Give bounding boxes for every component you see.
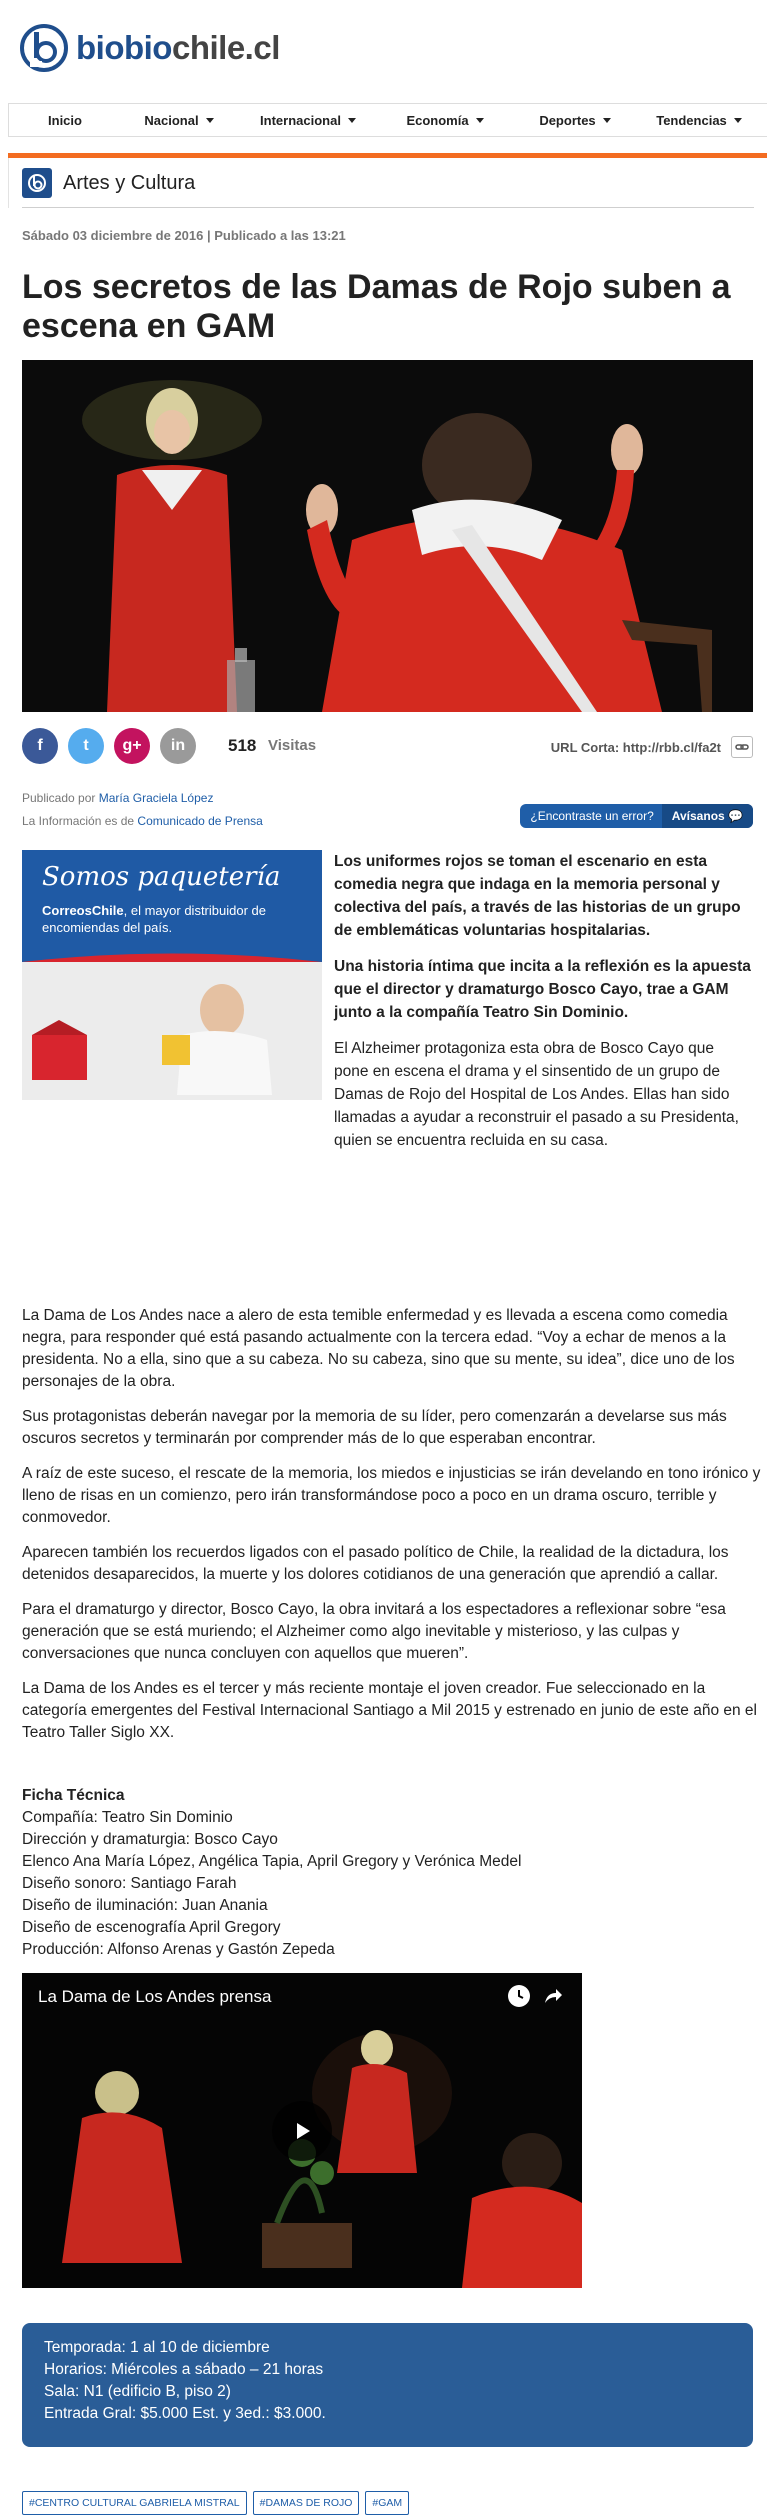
- body-paragraph: Para el dramaturgo y director, Bosco Cayo, la obra invitará a los espectadores a reflexionar sobre “esa generación que se está muriendo; el Alzheimer como algo inevitable y misterioso, y las culpas y conversaciones que nunca concluyen con aquellos que mueren”.: [22, 1601, 726, 1662]
- nav-item-tendencias[interactable]: Tendencias: [639, 104, 759, 136]
- hero-image: [22, 360, 753, 712]
- linkedin-share-button[interactable]: [160, 728, 196, 764]
- nav-item-economia[interactable]: Economía: [379, 104, 511, 136]
- main-nav: [8, 103, 767, 137]
- tag-link[interactable]: #CENTRO CULTURAL GABRIELA MISTRAL: [22, 2491, 247, 2515]
- lead-paragraph: El Alzheimer protagoniza esta obra de Bosco Cayo que pone en escena el drama y el sinsentido de un grupo de Damas de Rojo del Hospital de Los Andes. Ellas han sido llamadas a ayudar a reconstruir el pasado a su Presidenta, quien se encuentra recluida en su casa.: [334, 1040, 739, 1149]
- visits-count: 518: [228, 736, 257, 755]
- body-paragraph: La Dama de los Andes es el tercer y más reciente montaje el joven creador. Fue seleccionado en la categoría emergentes del Festival Internacional Santiago a Mil 2015 y estrenado en junio de este año en el Teatro Taller Siglo XX.: [22, 1680, 758, 1741]
- body-paragraph: Aparecen también los recuerdos ligados con el pasado político de Chile, la realidad de la dictadura, los detenidos desaparecidos, la muerte y los dolores cotidianos de una generación que aprendió a callar.: [22, 1544, 729, 1583]
- facebook-icon: f: [37, 737, 43, 754]
- advertisement[interactable]: [22, 850, 322, 1100]
- ad-headline: Somos paquetería: [42, 862, 281, 892]
- tag-link[interactable]: #GAM: [365, 2491, 409, 2515]
- article-content: [8, 158, 767, 2509]
- technical-sheet-line: Producción: Alfonso Arenas y Gastón Zepeda: [22, 1941, 335, 1958]
- report-error-button[interactable]: ¿Encontraste un error? Avísanos 💬: [520, 804, 753, 828]
- event-info-line: Horarios: Miércoles a sábado – 21 horas: [44, 2361, 324, 2378]
- event-info-line: Temporada: 1 al 10 de diciembre: [44, 2339, 270, 2356]
- googleplus-icon: g+: [122, 737, 142, 754]
- googleplus-share-button[interactable]: [114, 728, 150, 764]
- chat-bubble-icon: 💬: [728, 809, 743, 823]
- chevron-down-icon: [734, 118, 742, 123]
- technical-sheet-line: Dirección y dramaturgia: Bosco Cayo: [22, 1831, 278, 1848]
- site-logo-text: biobiochile.cl: [76, 29, 280, 66]
- chevron-down-icon: [603, 118, 611, 123]
- chevron-down-icon: [206, 118, 214, 123]
- nav-item-deportes[interactable]: Deportes: [511, 104, 639, 136]
- facebook-share-button[interactable]: [22, 728, 58, 764]
- event-info-line: Entrada Gral: $5.000 Est. y 3ed.: $3.000.: [44, 2405, 326, 2422]
- play-icon: [290, 2119, 314, 2143]
- short-url[interactable]: URL Corta: http://rbb.cl/fa2t: [550, 740, 721, 755]
- author-link[interactable]: María Graciela López: [98, 791, 214, 805]
- video-player[interactable]: [22, 1973, 582, 2288]
- nav-item-inicio[interactable]: Inicio: [48, 112, 82, 128]
- tag-link[interactable]: #DAMAS DE ROJO: [253, 2491, 360, 2515]
- lead-paragraph: Los uniformes rojos se toman el escenario en esta comedia negra que indaga en la memoria personal y colectiva del país, a través de las historias de un grupo de emblemáticas voluntarias hospitalarias.: [334, 853, 741, 939]
- twitter-share-button[interactable]: [68, 728, 104, 764]
- ad-text: CorreosChile, el mayor distribuidor de encomiendas del país.: [42, 903, 266, 935]
- technical-sheet-line: Diseño sonoro: Santiago Farah: [22, 1875, 237, 1892]
- source-link[interactable]: Comunicado de Prensa: [137, 814, 263, 828]
- chevron-down-icon: [348, 118, 356, 123]
- body-paragraph: La Dama de Los Andes nace a alero de esta temible enfermedad y es llevada a escena como comedia negra, para responder qué está pasando actualmente con la tercera edad. “Voy a echar de menos a la presidenta. No a ella, sino que a su cabeza. No su cabeza, sino que su mente, su idea”, dice uno de los personajes de la obra.: [22, 1307, 735, 1390]
- nav-item-nacional[interactable]: Nacional: [121, 104, 237, 136]
- technical-sheet-line: Diseño de iluminación: Juan Anania: [22, 1897, 268, 1914]
- article-title: Los secretos de las Damas de Rojo suben a escena en GAM: [22, 268, 731, 345]
- byline: Publicado por María Graciela López: [22, 791, 214, 805]
- body-paragraph: A raíz de este suceso, el rescate de la memoria, los miedos e injusticias se irán develando en tono irónico y lleno de risas en un comienzo, pero irán transformándose poco a poco en un drama oscuro, terrible y conmovedor.: [22, 1465, 761, 1526]
- publish-date: Sábado 03 diciembre de 2016 | Publicado a las 13:21: [22, 228, 346, 243]
- event-info-box: [22, 2323, 753, 2447]
- tag-list: [22, 2491, 409, 2515]
- linkedin-icon: in: [170, 737, 186, 754]
- site-header: [0, 0, 767, 100]
- share-arrow-icon[interactable]: [542, 1985, 564, 2012]
- chevron-down-icon: [476, 118, 484, 123]
- section-title[interactable]: Artes y Cultura: [63, 172, 196, 194]
- event-info-line: Sala: N1 (edificio B, piso 2): [44, 2383, 231, 2400]
- body-paragraph: Sus protagonistas deberán navegar por la memoria de su líder, pero comenzarán a develarse sus más oscuros secretos y terminarán por comprender más de lo que esperaban encontrar.: [22, 1408, 727, 1447]
- article-body: [22, 1305, 762, 1757]
- share-row: [22, 726, 753, 766]
- play-button[interactable]: [272, 2101, 332, 2161]
- nav-item-internacional[interactable]: Internacional: [237, 104, 379, 136]
- clock-icon[interactable]: [508, 1985, 530, 2007]
- technical-sheet-line: Compañía: Teatro Sin Dominio: [22, 1809, 233, 1826]
- technical-sheet-line: Diseño de escenografía April Gregory: [22, 1919, 281, 1936]
- biobio-section-icon: [22, 168, 52, 198]
- article-lead: [334, 850, 752, 1165]
- twitter-icon: t: [83, 737, 89, 754]
- visits-label: Visitas: [268, 737, 317, 754]
- lead-paragraph: Una historia íntima que incita a la reflexión es la apuesta que el director y dramaturgo Bosco Cayo, trae a GAM junto a la compañía Teatro Sin Dominio.: [334, 958, 751, 1021]
- technical-sheet: [22, 1785, 762, 1961]
- technical-sheet-line: Elenco Ana María López, Angélica Tapia, April Gregory y Verónica Medel: [22, 1853, 522, 1870]
- video-title[interactable]: La Dama de Los Andes prensa: [38, 1987, 272, 2006]
- section-header: [22, 158, 754, 208]
- technical-sheet-title: Ficha Técnica: [22, 1787, 125, 1804]
- source-line: La Información es de Comunicado de Prensa: [22, 814, 263, 828]
- biobio-logo-icon: [20, 24, 68, 72]
- link-icon[interactable]: [731, 736, 753, 758]
- site-logo[interactable]: [20, 24, 280, 72]
